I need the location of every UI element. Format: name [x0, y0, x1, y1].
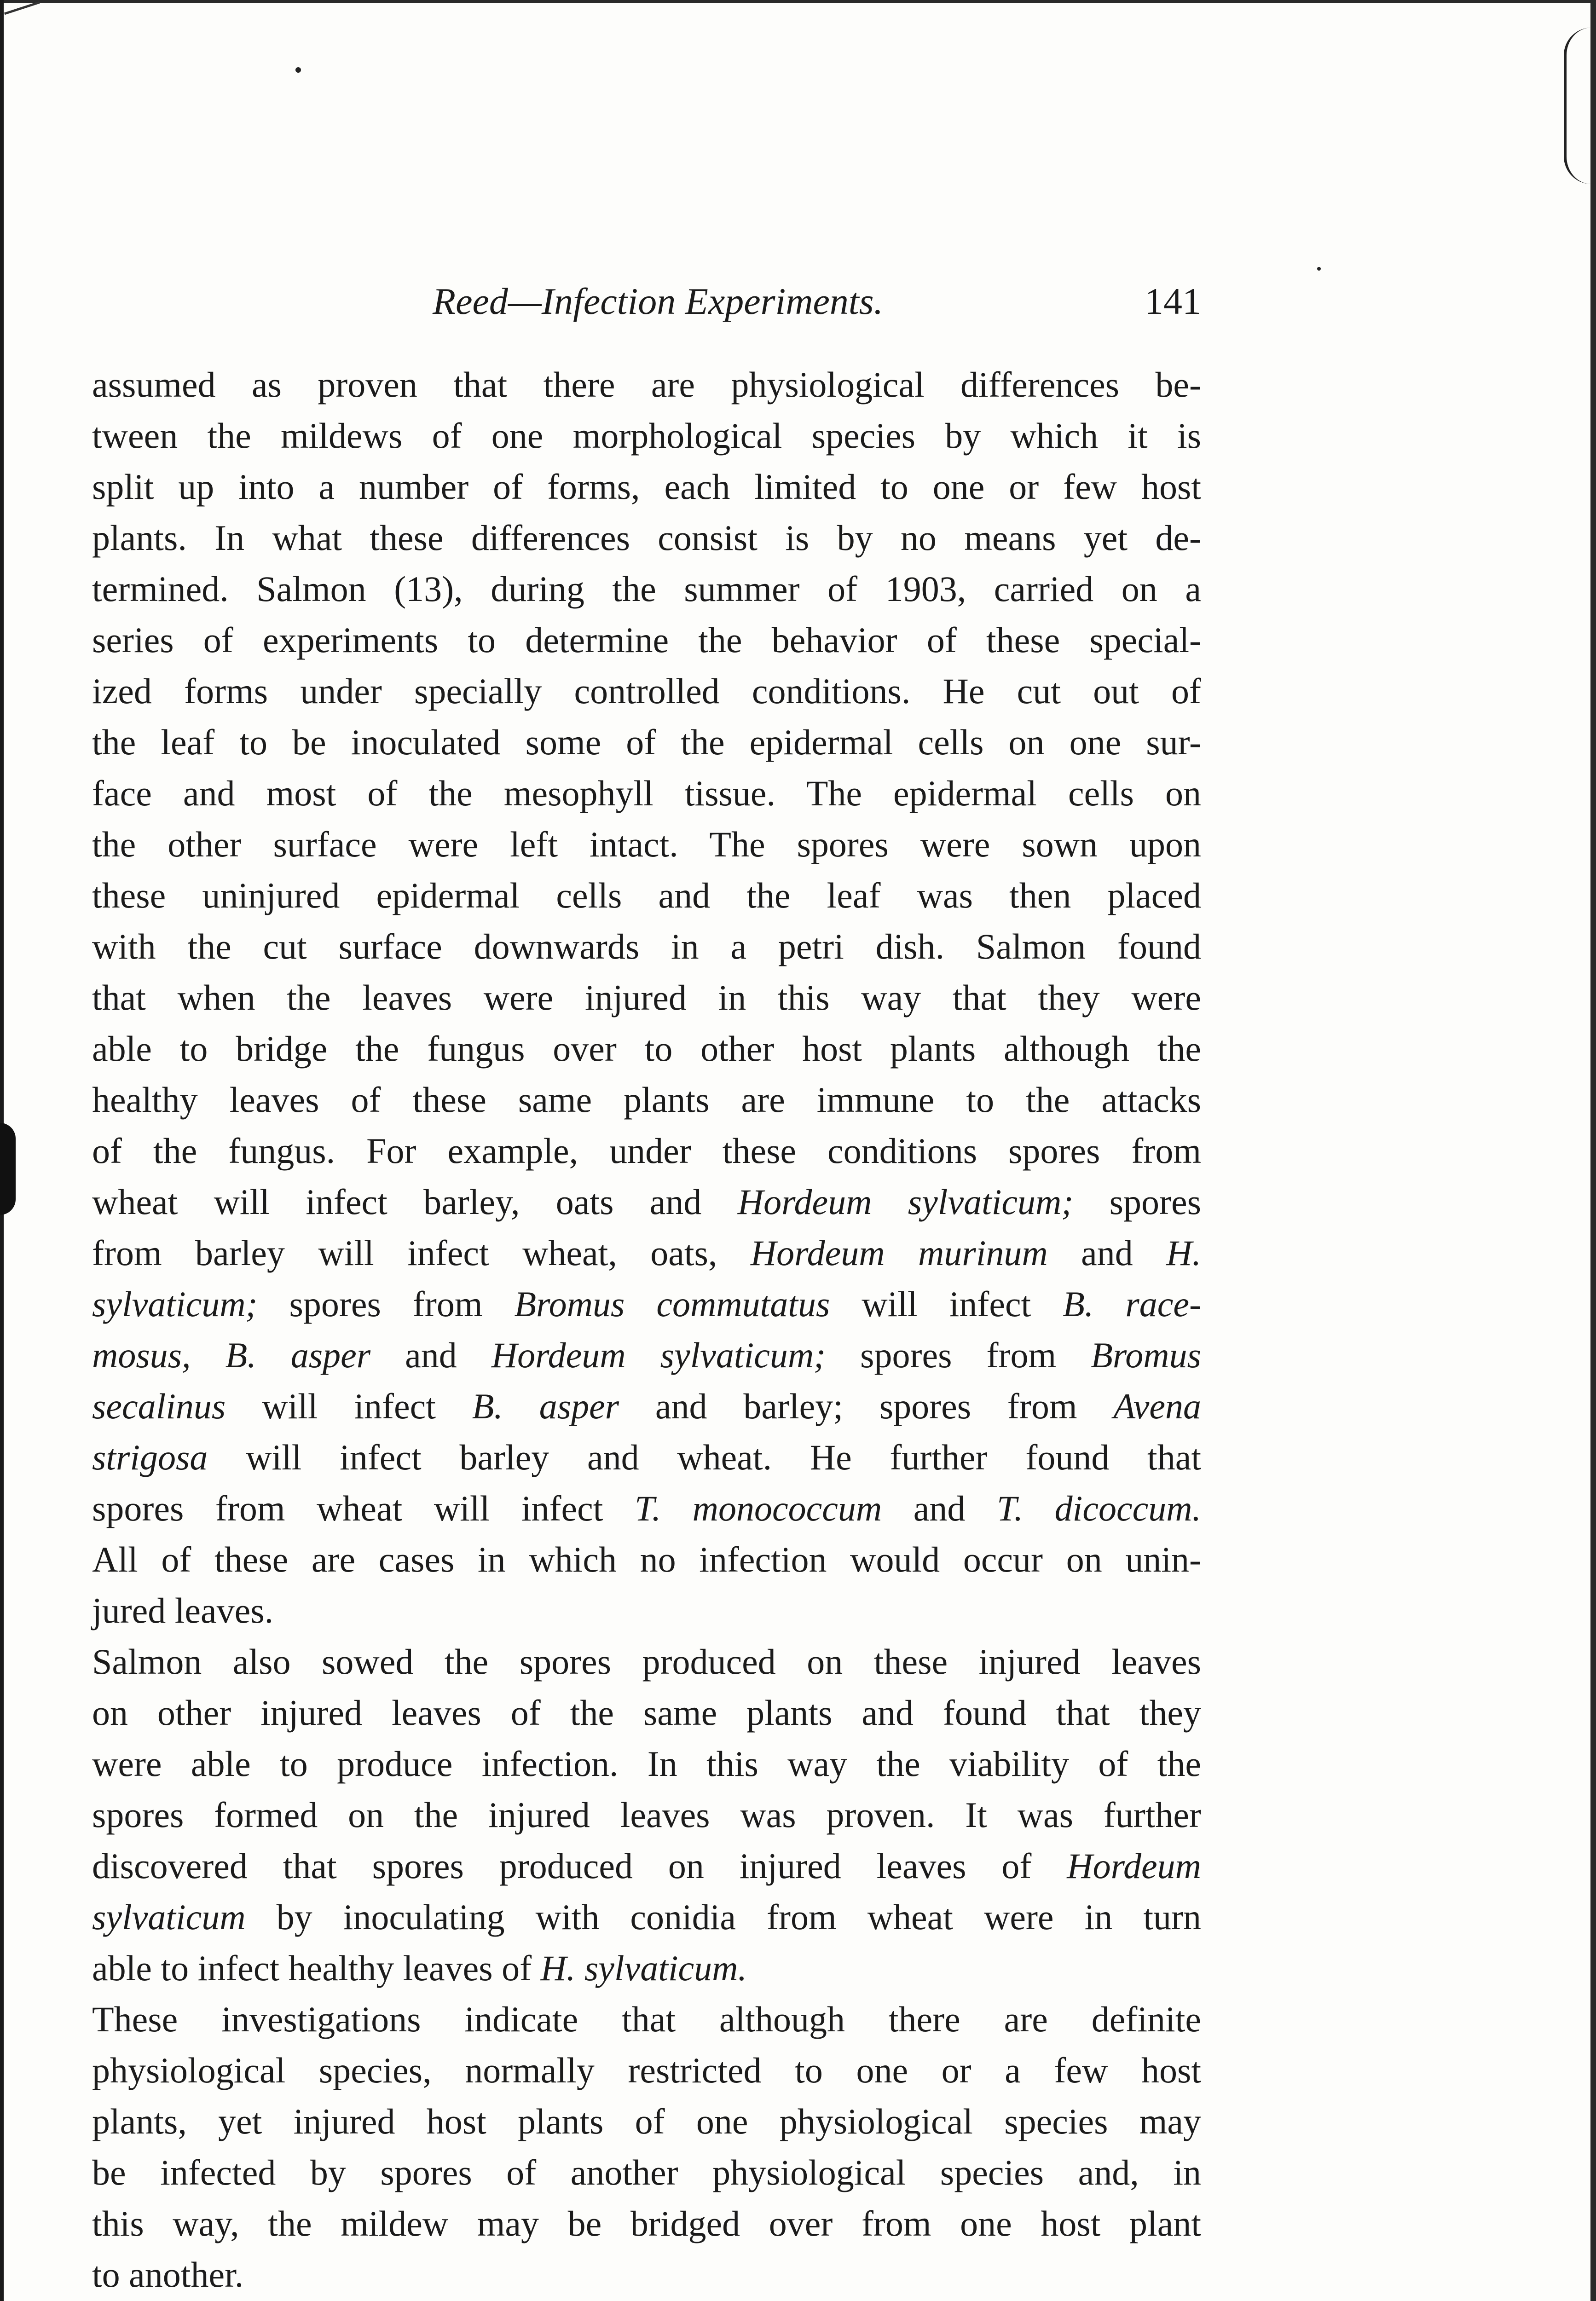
- italic-species-name: Bromus commutatus: [514, 1284, 830, 1324]
- italic-species-name: Avena: [1113, 1386, 1201, 1426]
- text-line: on other injured leaves of the same plants and found that they: [92, 1693, 1201, 1733]
- text-line: jured leaves.: [92, 1590, 274, 1630]
- text-line: discovered that spores produced on injured leaves of Hordeum: [92, 1846, 1201, 1886]
- text-line: to another.: [92, 2255, 244, 2295]
- italic-species-name: Hordeum: [1067, 1846, 1201, 1886]
- text-line: able to infect healthy leaves of H. sylvaticum.: [92, 1948, 747, 1988]
- italic-species-name: H. sylvaticum.: [540, 1948, 747, 1988]
- text-line: series of experiments to determine the behavior of these special-: [92, 620, 1201, 660]
- text-line: All of these are cases in which no infection would occur on unin-: [92, 1539, 1201, 1579]
- text-line: from barley will infect wheat, oats, Hordeum murinum and H.: [92, 1233, 1202, 1273]
- text-line: ized forms under specially controlled conditions. He cut out of: [92, 671, 1201, 711]
- text-line: strigosa will infect barley and wheat. He further found that: [92, 1437, 1201, 1477]
- italic-species-name: sylvaticum;: [92, 1284, 258, 1324]
- italic-species-name: Hordeum sylvaticum;: [737, 1182, 1074, 1222]
- text-line: be infected by spores of another physiological species and, in: [92, 2152, 1201, 2192]
- italic-species-name: Bromus: [1091, 1335, 1201, 1375]
- text-line: physiological species, normally restricted to one or a few host: [92, 2050, 1201, 2090]
- ink-speck: [1317, 267, 1321, 271]
- italic-species-name: secalinus: [92, 1386, 226, 1426]
- text-line: the other surface were left intact. The spores were sown upon: [92, 824, 1201, 864]
- body-text: [92, 359, 1201, 2300]
- text-line: wheat will infect barley, oats and Hordeum sylvaticum; spores: [92, 1182, 1201, 1222]
- text-line: sylvaticum by inoculating with conidia from wheat were in turn: [92, 1897, 1201, 1937]
- text-line: sylvaticum; spores from Bromus commutatus will infect B. race-: [92, 1284, 1201, 1324]
- scan-edge-top: [0, 0, 1596, 3]
- italic-species-name: T. dicoccum.: [996, 1488, 1202, 1528]
- italic-species-name: strigosa: [92, 1437, 208, 1477]
- italic-species-name: Hordeum sylvaticum;: [491, 1335, 826, 1375]
- italic-species-name: T. monococcum: [634, 1488, 882, 1528]
- text-line: tween the mildews of one morphological species by which it is: [92, 416, 1201, 456]
- text-line: termined. Salmon (13), during the summer of 1903, carried on a: [92, 569, 1201, 609]
- text-line: assumed as proven that there are physiological differences be-: [92, 364, 1201, 405]
- running-head: Reed—Infection Experiments.: [433, 280, 884, 322]
- italic-species-name: mosus, B. asper: [92, 1335, 371, 1375]
- italic-species-name: sylvaticum: [92, 1897, 246, 1937]
- text-line: These investigations indicate that although there are definite: [92, 1999, 1201, 2039]
- text-line: Salmon also sowed the spores produced on these injured leaves: [92, 1642, 1201, 1682]
- italic-species-name: B. asper: [472, 1386, 619, 1426]
- italic-species-name: H.: [1166, 1233, 1202, 1273]
- text-line: of the fungus. For example, under these conditions spores from: [92, 1131, 1201, 1171]
- text-line: healthy leaves of these same plants are immune to the attacks: [92, 1080, 1201, 1120]
- text-line: plants. In what these differences consist is by no means yet de-: [92, 518, 1201, 558]
- scan-edge-right: [1590, 0, 1596, 2301]
- text-line: mosus, B. asper and Hordeum sylvaticum; spores from Bromus: [92, 1335, 1201, 1375]
- text-line: spores from wheat will infect T. monococcum and T. dicoccum.: [92, 1488, 1202, 1528]
- binding-shadow: [0, 1123, 16, 1215]
- text-line: the leaf to be inoculated some of the epidermal cells on one sur-: [92, 722, 1201, 762]
- text-line: plants, yet injured host plants of one physiological species may: [92, 2101, 1201, 2141]
- paragraph: [92, 359, 1201, 1636]
- paragraph: [92, 1636, 1201, 1994]
- italic-species-name: B. race-: [1063, 1284, 1201, 1324]
- ink-speck: [295, 67, 301, 73]
- corner-fold-mark: [4, 1, 46, 33]
- paragraph: [92, 1994, 1201, 2300]
- text-line: this way, the mildew may be bridged over from one host plant: [92, 2203, 1201, 2243]
- page-edge-notch: [1564, 28, 1596, 184]
- page-header: [92, 276, 1201, 327]
- text-line: were able to produce infection. In this way the viability of the: [92, 1744, 1201, 1784]
- text-line: face and most of the mesophyll tissue. The epidermal cells on: [92, 773, 1201, 813]
- text-line: split up into a number of forms, each limited to one or few host: [92, 467, 1201, 507]
- text-line: spores formed on the injured leaves was proven. It was further: [92, 1795, 1201, 1835]
- text-line: able to bridge the fungus over to other host plants although the: [92, 1029, 1201, 1069]
- text-line: with the cut surface downwards in a petri dish. Salmon found: [92, 926, 1201, 966]
- page-number: 141: [1145, 280, 1201, 322]
- text-line: these uninjured epidermal cells and the leaf was then placed: [92, 875, 1201, 915]
- text-line: that when the leaves were injured in this way that they were: [92, 977, 1201, 1018]
- italic-species-name: Hordeum murinum: [750, 1233, 1048, 1273]
- text-line: secalinus will infect B. asper and barley; spores from Avena: [92, 1386, 1201, 1426]
